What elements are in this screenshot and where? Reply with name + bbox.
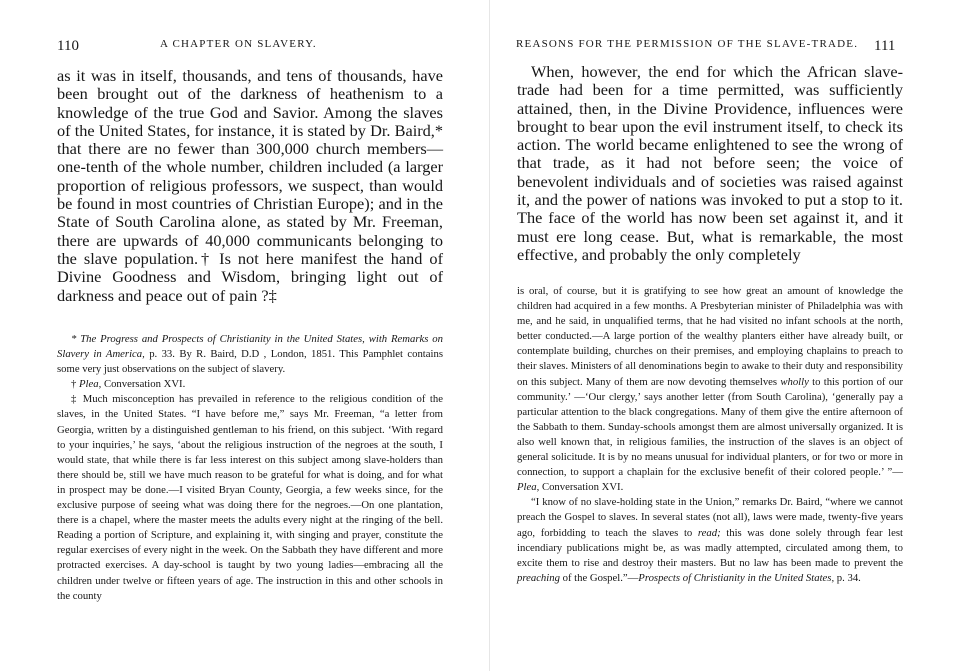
- left-body-text: as it was in itself, thousands, and tens of thousands, have been brought out of the darkness of heathenism to a knowledge of the true God and Savior. Among the slaves of the United States, for instance, it is stated by Dr. Baird,* that there are no fewer than 300,000 church members—one-tenth of the whole number, children included (a larger proportion of religious professors, we suspect, than would be found in most countries of Christian Europe); and in the State of South Carolina alone, as stated by Mr. Freeman, there are upwards of 40,000 communicants belonging to the slave population.† Is not here manifest the hand of Divine Goodness and Wisdom, bringing light out of darkness and peace out of pain ?‡: [57, 66, 443, 305]
- right-body-text: When, however, the end for which the African slave-trade had been for a time permitted, was sufficiently attained, then, in the Divine Providence, influences were brought to bear upon the evil instrument itself, to check its action. The world became enlightened to see the wrong of that trade, as it had not before seen; the voice of benevolent individuals and of societies was raised against it, and the power of nations was invoked to put a stop to it. The face of the world has now been set against it, and it must ere long cease. But, what is remarkable, the most effective, and probably the only completely: [517, 62, 903, 264]
- right-page: [490, 0, 980, 671]
- left-page-number: 110: [57, 38, 79, 54]
- footnote-baird-quote: “I know of no slave-holding state in the Union,” remarks Dr. Baird, “where we cannot preach the Gospel to slaves. In several states (not all), laws were made, twenty-five years ago, forbidding to teach the slaves to read; this was done solely through fear lest incendiary publications might be, as was madly attempted, circulated among them, to excite them to rise and destroy their masters. But no law has been made to prevent the preaching of the Gospel.”—Prospects of Christianity in the United States, p. 34.: [517, 496, 903, 584]
- right-footnotes: [517, 284, 903, 586]
- footnote-continued: is oral, of course, but it is gratifying to see how great an amount of knowledge the children had acquired in a few months. A Presbyterian minister of Philadelphia was with me, and he said, in unqualified terms, that he had visited no infant schools at the north, better conducted.—A large portion of the wealthy planters either have already built, or contemplate building, churches on their premises, and employing chaplains to preach to their slaves. Ministers of all denominations begin to awake to their duty and responsibility on this subject. Many of them are now devoting themselves wholly to this portion of our community.’ —‘Our clergy,’ says another letter (from South Carolina), ‘generally pay a particular attention to the black congregations. Many of them give the entire afternoon of the Sabbath to them. Sunday-schools amongst them are almost universally organized. It is also well known that, in religious families, the instruction of the slaves is an object of general solicitude. It is by no means unusual for individual planters, or for two or more in connection, to support a chaplain for the exclusive benefit of their colored people.’ ”—Plea, Conversation XVI.: [517, 285, 904, 494]
- right-page-number: 111: [874, 38, 896, 54]
- left-running-head: A CHAPTER ON SLAVERY.: [160, 38, 317, 50]
- right-running-head: REASONS FOR THE PERMISSION OF THE SLAVE-TRADE.: [516, 38, 859, 50]
- footnote-1: * The Progress and Prospects of Christianity in the United States, with Remarks on Slavery in America, p. 33. By R. Baird, D.D , London, 1851. This Pamphlet contains some very just observations on the subject of slavery.: [57, 333, 443, 376]
- left-footnotes: [57, 332, 443, 604]
- footnote-2: † Plea, Conversation XVI.: [71, 378, 186, 391]
- footnote-3: ‡ Much misconception has prevailed in reference to the religious condition of the slaves, in the United States. “I have before me,” says Mr. Freeman, “a letter from Georgia, written by a distinguished gentleman to his friend, on this subject. ‘With regard to your inquiries,’ he says, ‘about the religious instruction of the negroes at the south, I would state, that while there is far less interest on this subject among slave-holders than there should be, still we have much reason to be grateful for what is doing, and for what in prospect may be done.—I visited Bryan County, Georgia, a few weeks since, for the exclusive purpose of seeing what was doing there for the negroes.—On one plantation, there is a chapel, where the master meets the adults every night at the ringing of the bell. Reading a portion of Scripture, and explaining it, with singing and prayer, constitute the regular exercises of every night in the week. On the Sabbath they have different and more protracted exercises. A day-school is taught by two young ladies—embracing all the children under twelve or fifteen years of age. The instruction in this and other schools in the county: [57, 393, 443, 602]
